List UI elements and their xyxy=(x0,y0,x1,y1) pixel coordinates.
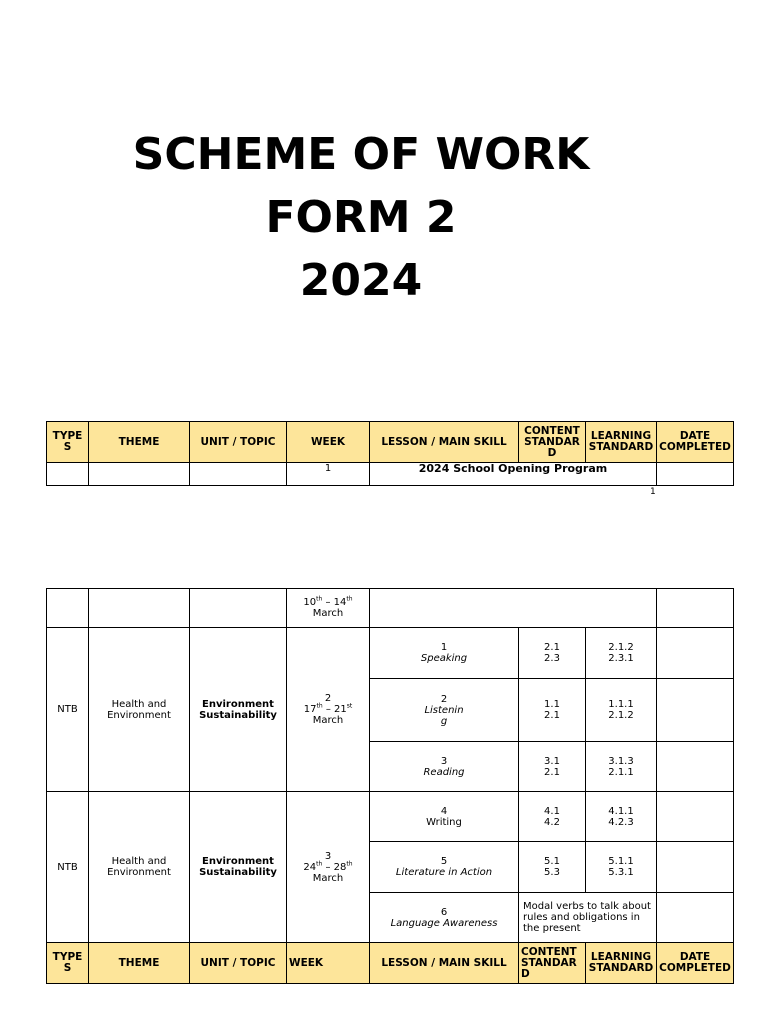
content-standard-cell: 3.1 2.1 xyxy=(519,742,586,792)
document-title-line-1: SCHEME OF WORK xyxy=(132,129,590,180)
header-date-completed: DATE COMPLETED xyxy=(657,422,734,463)
lesson-cell: 6 Language Awareness xyxy=(370,893,519,943)
table-row xyxy=(47,463,734,486)
theme-cell: Health and Environment xyxy=(89,628,190,792)
table-footer-header-row xyxy=(47,943,734,984)
date-completed-cell xyxy=(657,842,734,893)
content-standard-cell: 5.1 5.3 xyxy=(519,842,586,893)
date-completed-cell xyxy=(657,792,734,842)
header-theme: THEME xyxy=(89,422,190,463)
date-completed-cell xyxy=(657,679,734,742)
content-standard-cell: 2.1 2.3 xyxy=(519,628,586,679)
header-date-completed: DATE COMPLETED xyxy=(657,943,734,984)
header-theme: THEME xyxy=(89,943,190,984)
unit-topic-cell: Environment Sustainability xyxy=(190,628,287,792)
table-row xyxy=(47,589,734,628)
week-cell: 2 17th – 21st March xyxy=(287,628,370,792)
date-completed-cell xyxy=(657,893,734,943)
theme-cell: Health and Environment xyxy=(89,792,190,943)
lesson-cell: 2 Listenin g xyxy=(370,679,519,742)
header-lesson: LESSON / MAIN SKILL xyxy=(370,943,519,984)
document-title-line-2: FORM 2 xyxy=(265,192,457,243)
scheme-table-page2 xyxy=(46,588,734,984)
header-types: TYPE S xyxy=(47,422,89,463)
school-opening-program: 2024 School Opening Program xyxy=(370,463,657,486)
lesson-cell: 3 Reading xyxy=(370,742,519,792)
lesson-cell: 4 Writing xyxy=(370,792,519,842)
unit-topic-cell: Environment Sustainability xyxy=(190,792,287,943)
learning-standard-cell: 5.1.1 5.3.1 xyxy=(586,842,657,893)
header-learning-standard: LEARNING STANDARD xyxy=(586,422,657,463)
date-completed-cell xyxy=(657,628,734,679)
content-standard-cell: 4.1 4.2 xyxy=(519,792,586,842)
page-number: 1 xyxy=(650,487,656,497)
lesson-cell: 5 Literature in Action xyxy=(370,842,519,893)
header-content-standard: CONTENT STANDAR D xyxy=(519,422,586,463)
week-cell: 3 24th – 28th March xyxy=(287,792,370,943)
learning-standard-cell: 4.1.1 4.2.3 xyxy=(586,792,657,842)
table-row xyxy=(47,792,734,842)
learning-standard-cell: 3.1.3 2.1.1 xyxy=(586,742,657,792)
header-unit-topic: UNIT / TOPIC xyxy=(190,422,287,463)
lesson-cell: 1 Speaking xyxy=(370,628,519,679)
header-week: WEEK xyxy=(287,422,370,463)
content-standard-cell: 1.1 2.1 xyxy=(519,679,586,742)
header-week: WEEK xyxy=(287,943,370,984)
week-cell: 10th – 14th March xyxy=(287,589,370,628)
scheme-table-page1 xyxy=(46,421,734,486)
type-cell: NTB xyxy=(47,628,89,792)
week-cell: 1 xyxy=(287,463,370,486)
table-header-row xyxy=(47,422,734,463)
learning-standard-cell: 1.1.1 2.1.2 xyxy=(586,679,657,742)
header-learning-standard: LEARNING STANDARD xyxy=(586,943,657,984)
header-types: TYPE S xyxy=(47,943,89,984)
date-completed-cell xyxy=(657,742,734,792)
header-lesson: LESSON / MAIN SKILL xyxy=(370,422,519,463)
learning-standard-cell: 2.1.2 2.3.1 xyxy=(586,628,657,679)
table-row xyxy=(47,628,734,679)
header-content-standard: CONTENT STANDAR D xyxy=(519,943,586,984)
document-title-line-3: 2024 xyxy=(299,255,423,306)
header-unit-topic: UNIT / TOPIC xyxy=(190,943,287,984)
type-cell: NTB xyxy=(47,792,89,943)
grammar-note-cell: Modal verbs to talk about rules and obligations in the present xyxy=(519,893,657,943)
